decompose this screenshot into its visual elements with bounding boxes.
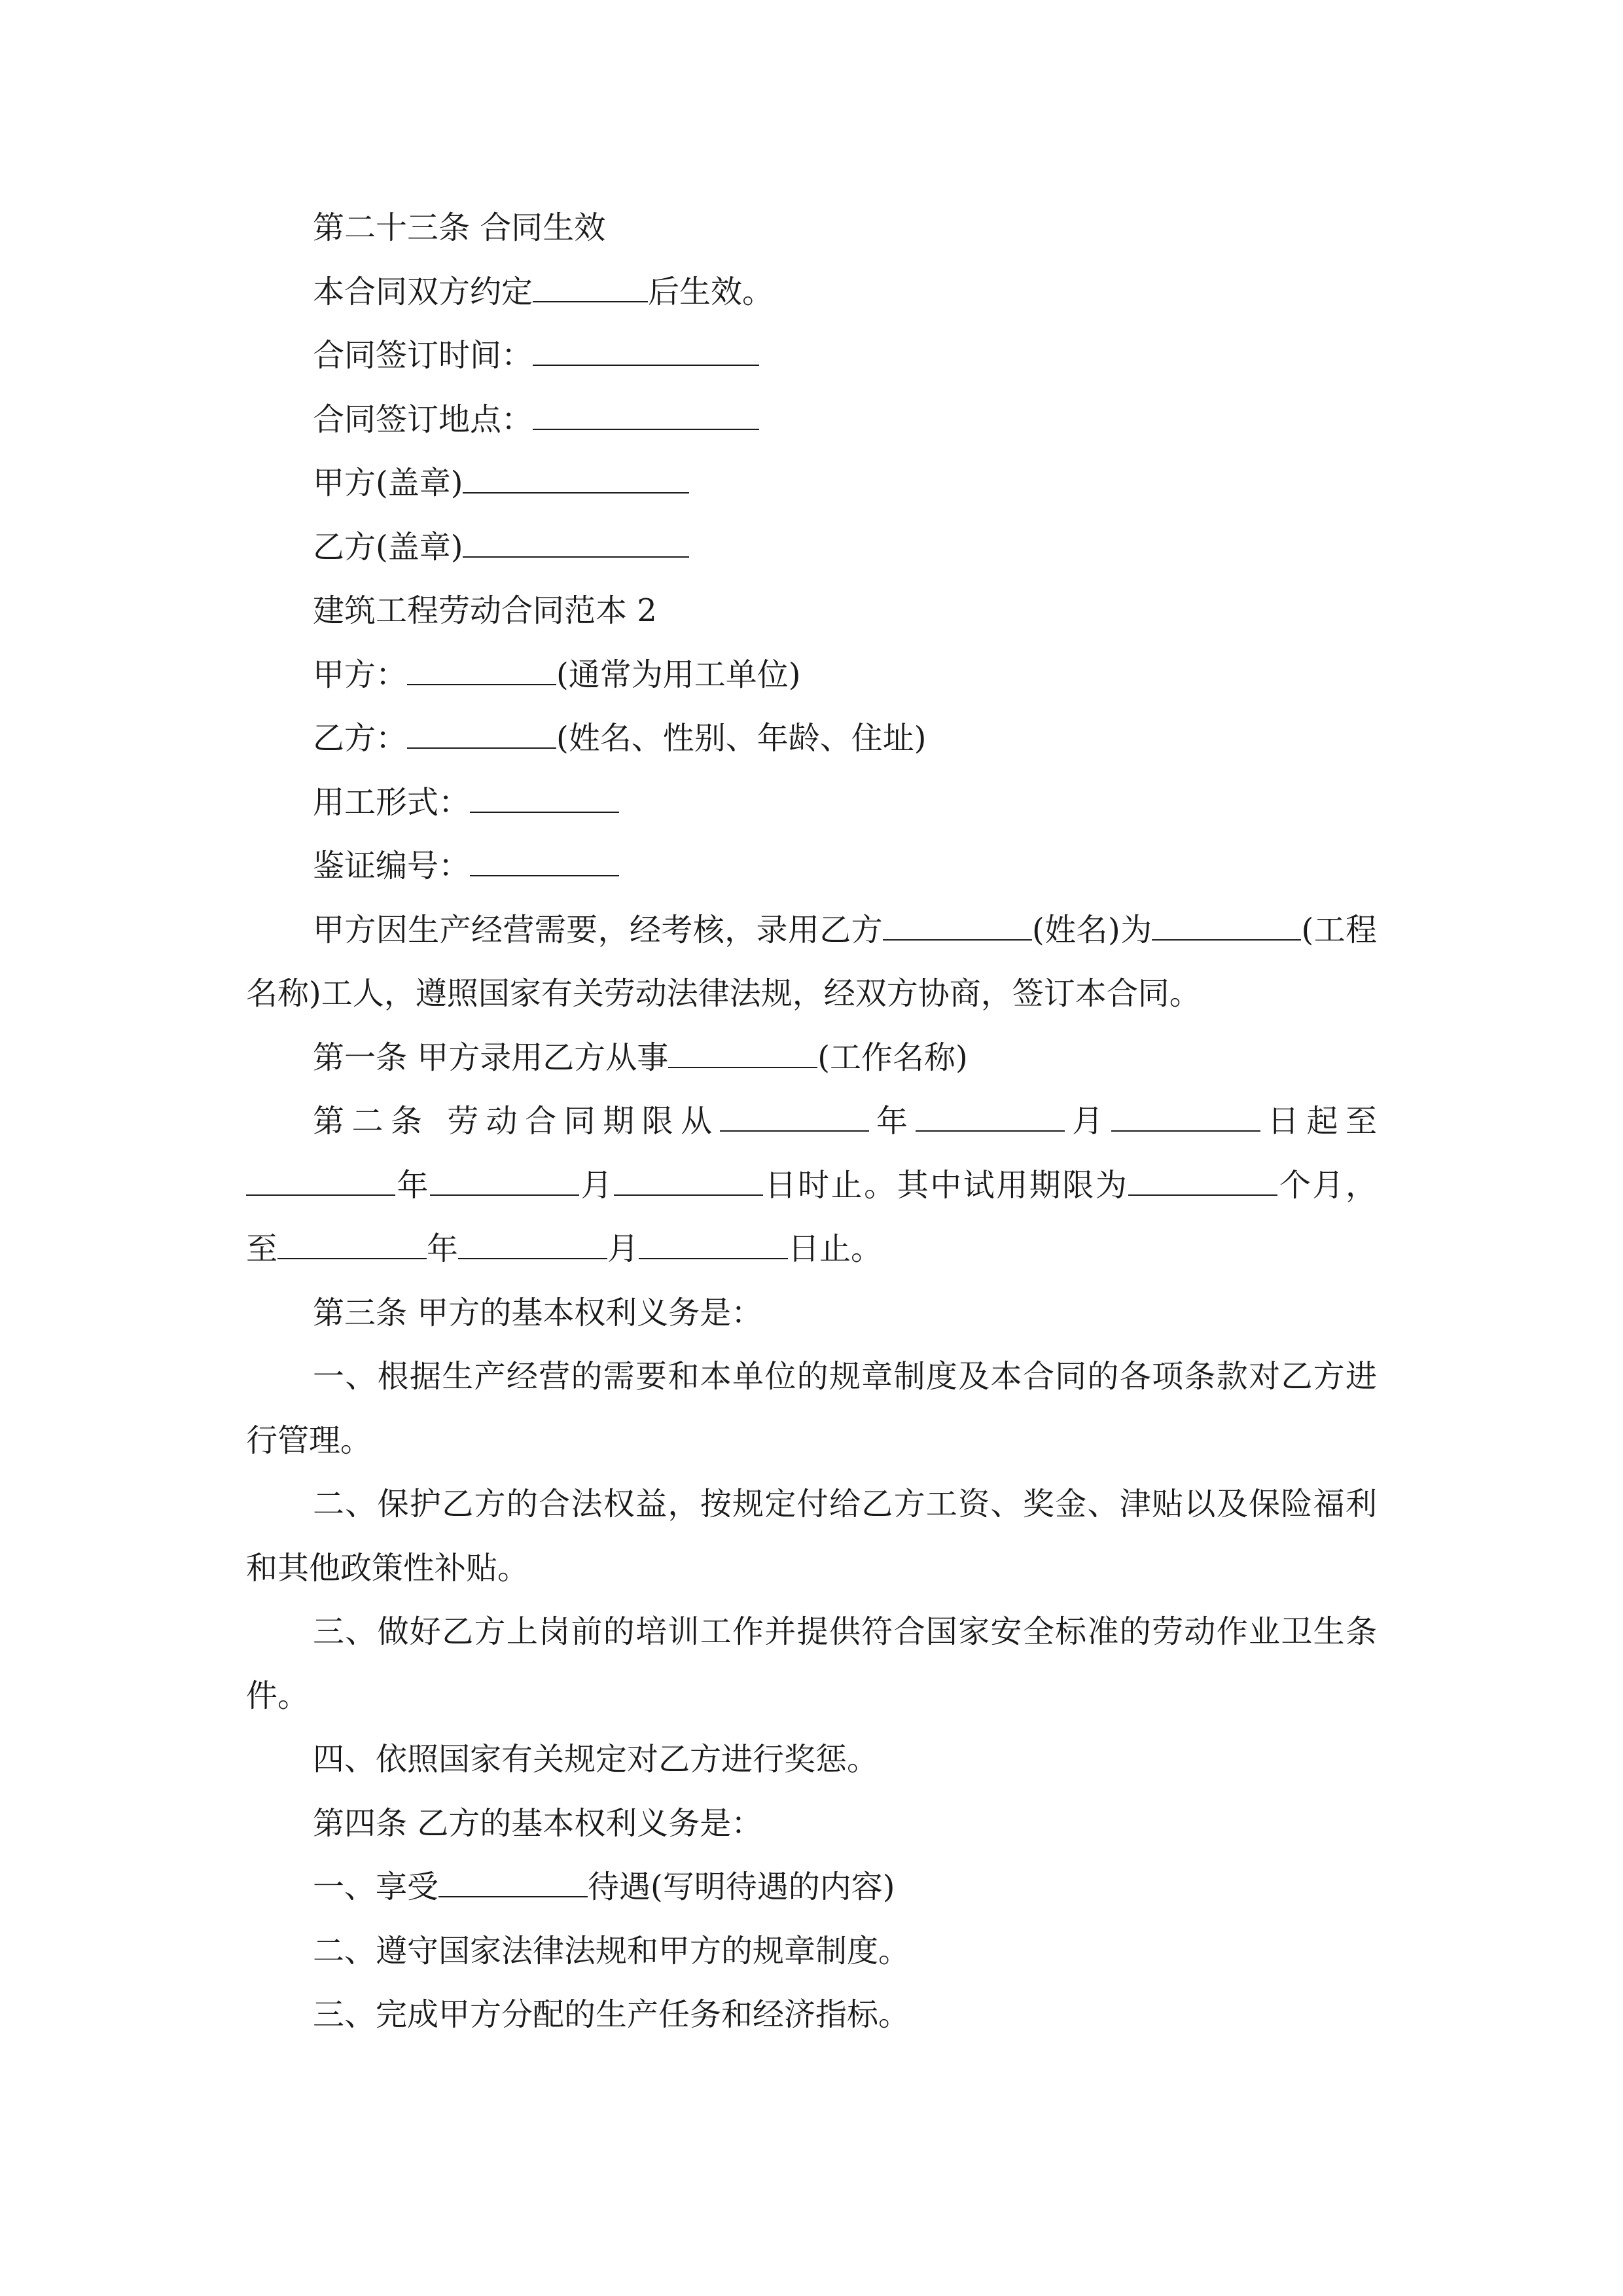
certification-number: 鉴证编号： — [246, 834, 1377, 899]
blank-line — [470, 848, 619, 876]
article-3-item-2: 二、保护乙方的合法权益，按规定付给乙方工资、奖金、津贴以及保险福利和其他政策性补贴。 — [246, 1486, 1377, 1587]
blank-line — [277, 1230, 427, 1259]
blank-line — [463, 465, 689, 493]
blank-line — [1128, 1167, 1277, 1196]
party-a-line: 甲方： (通常为用工单位) — [313, 656, 801, 693]
intro-paragraph: 甲方因生产经营需要，经考核，录用乙方 (姓名)为 (工程名称)工人，遵照国家有关劳动法律法规，经双方协商，签订本合同。 — [246, 911, 1377, 1012]
template-title: 建筑工程劳动合同范本 2 — [313, 592, 657, 629]
blank-line — [533, 337, 759, 366]
blank-line — [407, 656, 556, 685]
signing-time: 合同签订时间： — [246, 324, 1377, 388]
blank-line — [1152, 912, 1301, 941]
article-3-item-3: 三、做好乙方上岗前的培训工作并提供符合国家安全标准的劳动作业卫生条件。 — [246, 1613, 1377, 1714]
blank-line — [407, 720, 556, 749]
blank-line — [246, 1167, 395, 1196]
party-b-line: 乙方： (姓名、性别、年龄、住址) — [313, 720, 927, 757]
effective-clause: 本合同双方约定 后生效。 — [313, 273, 774, 310]
blank-line — [883, 912, 1032, 941]
article-2: 第二条 劳动合同期限从 年 月 日起至年 月 日时止。其中试用期限为 个月，至 年 月 日止。 — [246, 1103, 1377, 1267]
blank-line — [438, 1869, 588, 1897]
article-4-item-1: 一、享受 待遇(写明待遇的内容) — [313, 1869, 895, 1905]
article-4-item-3: 三、完成甲方分配的生产任务和经济指标。 — [313, 1996, 910, 2033]
employment-form: 用工形式： — [246, 771, 1377, 835]
blank-line — [1111, 1103, 1260, 1132]
party-b-seal: 乙方(盖章) — [246, 516, 1377, 580]
blank-line — [639, 1230, 788, 1259]
blank-line — [458, 1230, 607, 1259]
article-3-item-1: 一、根据生产经营的需要和本单位的规章制度及本合同的各项条款对乙方进行管理。 — [246, 1358, 1377, 1459]
blank-line — [668, 1039, 817, 1068]
party-a-seal: 甲方(盖章) — [246, 452, 1377, 516]
blank-line — [430, 1167, 579, 1196]
blank-line — [463, 529, 689, 558]
document-body — [246, 196, 1377, 2047]
blank-line — [470, 784, 619, 813]
blank-line — [533, 401, 759, 430]
article-4-heading: 第四条 乙方的基本权利义务是： — [313, 1804, 763, 1842]
article-23-heading: 第二十三条 合同生效 — [313, 209, 606, 246]
blank-line — [614, 1167, 763, 1196]
article-3-heading: 第三条 甲方的基本权利义务是： — [313, 1294, 763, 1331]
article-3-item-4: 四、依照国家有关规定对乙方进行奖惩。 — [313, 1741, 879, 1778]
article-1: 第一条 甲方录用乙方从事 (工作名称) — [313, 1039, 968, 1076]
blank-line — [720, 1103, 869, 1132]
article-4-item-2: 二、遵守国家法律法规和甲方的规章制度。 — [313, 1932, 910, 1969]
blank-line — [533, 274, 648, 302]
blank-line — [916, 1103, 1065, 1132]
signing-place: 合同签订地点： — [246, 388, 1377, 452]
